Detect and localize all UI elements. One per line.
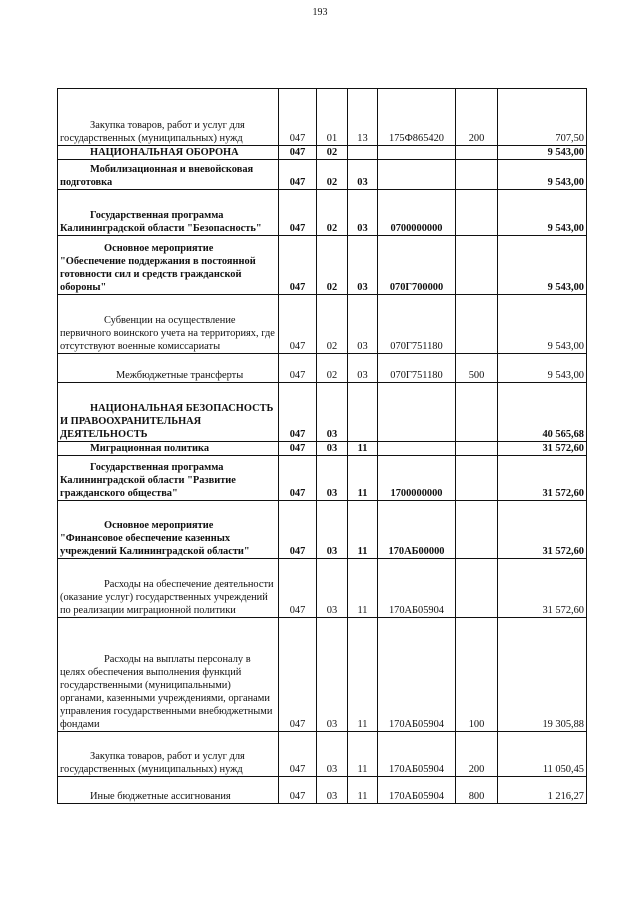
row-section-cell: 02 — [317, 354, 348, 383]
table-row — [58, 383, 587, 442]
row-admin-code-cell: 047 — [279, 456, 317, 501]
row-expense-type-cell — [456, 456, 498, 501]
row-subsection-cell: 13 — [348, 89, 378, 146]
row-name-cell: Субвенции на осуществление первичного воинского учета на территориях, где отсутствуют военные комиссариаты — [58, 295, 279, 354]
row-target-article-cell: 1700000000 — [378, 456, 456, 501]
row-expense-type-cell — [456, 442, 498, 456]
row-target-article-cell: 070Г751180 — [378, 295, 456, 354]
table-row — [58, 295, 587, 354]
row-admin-code-cell: 047 — [279, 236, 317, 295]
row-name-cell: Иные бюджетные ассигнования — [58, 777, 279, 804]
budget-table-body — [58, 89, 587, 804]
row-section-cell: 03 — [317, 732, 348, 777]
row-target-article-cell: 170АБ05904 — [378, 618, 456, 732]
row-admin-code-cell: 047 — [279, 442, 317, 456]
row-expense-type-cell: 500 — [456, 354, 498, 383]
row-amount-cell: 31 572,60 — [498, 456, 587, 501]
row-expense-type-cell: 200 — [456, 732, 498, 777]
row-amount-cell: 1 216,27 — [498, 777, 587, 804]
row-subsection-cell: 11 — [348, 559, 378, 618]
row-subsection-cell: 03 — [348, 295, 378, 354]
row-subsection-cell: 11 — [348, 618, 378, 732]
row-target-article-cell: 170АБ05904 — [378, 559, 456, 618]
table-row — [58, 146, 587, 160]
row-admin-code-cell: 047 — [279, 190, 317, 236]
row-name-cell: Мобилизационная и вневойсковая подготовка — [58, 160, 279, 190]
table-row — [58, 501, 587, 559]
row-target-article-cell: 070Г700000 — [378, 236, 456, 295]
row-admin-code-cell: 047 — [279, 777, 317, 804]
row-expense-type-cell — [456, 236, 498, 295]
row-subsection-cell — [348, 383, 378, 442]
row-amount-cell: 40 565,68 — [498, 383, 587, 442]
row-target-article-cell — [378, 442, 456, 456]
row-target-article-cell: 0700000000 — [378, 190, 456, 236]
row-section-cell: 02 — [317, 295, 348, 354]
row-name-cell: НАЦИОНАЛЬНАЯ ОБОРОНА — [58, 146, 279, 160]
row-target-article-cell: 170АБ05904 — [378, 777, 456, 804]
table-row — [58, 777, 587, 804]
row-section-cell: 01 — [317, 89, 348, 146]
row-target-article-cell: 170АБ00000 — [378, 501, 456, 559]
row-expense-type-cell — [456, 295, 498, 354]
row-expense-type-cell: 100 — [456, 618, 498, 732]
row-admin-code-cell: 047 — [279, 146, 317, 160]
row-subsection-cell: 03 — [348, 190, 378, 236]
row-admin-code-cell: 047 — [279, 618, 317, 732]
row-subsection-cell: 11 — [348, 501, 378, 559]
row-section-cell: 02 — [317, 236, 348, 295]
table-row — [58, 190, 587, 236]
row-subsection-cell: 03 — [348, 160, 378, 190]
row-target-article-cell: 175Ф865420 — [378, 89, 456, 146]
table-row — [58, 618, 587, 732]
row-amount-cell: 9 543,00 — [498, 236, 587, 295]
row-admin-code-cell: 047 — [279, 160, 317, 190]
row-admin-code-cell: 047 — [279, 354, 317, 383]
row-amount-cell: 31 572,60 — [498, 442, 587, 456]
row-expense-type-cell — [456, 559, 498, 618]
row-amount-cell: 11 050,45 — [498, 732, 587, 777]
row-amount-cell: 31 572,60 — [498, 559, 587, 618]
row-admin-code-cell: 047 — [279, 383, 317, 442]
row-subsection-cell — [348, 146, 378, 160]
row-name-cell: Закупка товаров, работ и услуг для государственных (муниципальных) нужд — [58, 89, 279, 146]
row-amount-cell: 9 543,00 — [498, 146, 587, 160]
row-amount-cell: 19 305,88 — [498, 618, 587, 732]
row-admin-code-cell: 047 — [279, 295, 317, 354]
row-target-article-cell — [378, 383, 456, 442]
row-section-cell: 03 — [317, 618, 348, 732]
row-subsection-cell: 03 — [348, 236, 378, 295]
row-section-cell: 03 — [317, 456, 348, 501]
row-subsection-cell: 11 — [348, 456, 378, 501]
row-amount-cell: 31 572,60 — [498, 501, 587, 559]
row-name-cell: Расходы на выплаты персоналу в целях обеспечения выполнения функций государственными (муниципальными) органами, казенными учреждениями, органами управления государственными внебюджетными фондами — [58, 618, 279, 732]
row-name-cell: Миграционная политика — [58, 442, 279, 456]
table-row — [58, 456, 587, 501]
row-subsection-cell: 03 — [348, 354, 378, 383]
row-section-cell: 03 — [317, 442, 348, 456]
row-name-cell: Государственная программа Калининградской области "Безопасность" — [58, 190, 279, 236]
row-admin-code-cell: 047 — [279, 732, 317, 777]
row-subsection-cell: 11 — [348, 732, 378, 777]
row-target-article-cell: 070Г751180 — [378, 354, 456, 383]
row-name-cell: Основное мероприятие "Финансовое обеспечение казенных учреждений Калининградской области" — [58, 501, 279, 559]
row-amount-cell: 9 543,00 — [498, 354, 587, 383]
row-expense-type-cell — [456, 160, 498, 190]
row-amount-cell: 9 543,00 — [498, 190, 587, 236]
row-subsection-cell: 11 — [348, 777, 378, 804]
row-name-cell: Расходы на обеспечение деятельности (оказание услуг) государственных учреждений по реализации миграционной политики — [58, 559, 279, 618]
row-amount-cell: 9 543,00 — [498, 160, 587, 190]
row-expense-type-cell — [456, 501, 498, 559]
table-row — [58, 442, 587, 456]
row-name-cell: Государственная программа Калининградской области "Развитие гражданского общества" — [58, 456, 279, 501]
row-section-cell: 02 — [317, 146, 348, 160]
row-name-cell: НАЦИОНАЛЬНАЯ БЕЗОПАСНОСТЬ И ПРАВООХРАНИТЕЛЬНАЯ ДЕЯТЕЛЬНОСТЬ — [58, 383, 279, 442]
row-amount-cell: 9 543,00 — [498, 295, 587, 354]
budget-table — [57, 88, 587, 804]
table-row — [58, 354, 587, 383]
row-expense-type-cell — [456, 383, 498, 442]
row-name-cell: Межбюджетные трансферты — [58, 354, 279, 383]
row-section-cell: 03 — [317, 501, 348, 559]
row-section-cell: 02 — [317, 190, 348, 236]
row-name-cell: Закупка товаров, работ и услуг для государственных (муниципальных) нужд — [58, 732, 279, 777]
table-row — [58, 89, 587, 146]
row-subsection-cell: 11 — [348, 442, 378, 456]
row-amount-cell: 707,50 — [498, 89, 587, 146]
table-row — [58, 160, 587, 190]
table-row — [58, 559, 587, 618]
row-expense-type-cell — [456, 146, 498, 160]
table-row — [58, 732, 587, 777]
row-expense-type-cell: 800 — [456, 777, 498, 804]
page-number: 193 — [312, 7, 328, 18]
row-target-article-cell — [378, 160, 456, 190]
table-row — [58, 236, 587, 295]
row-section-cell: 03 — [317, 559, 348, 618]
row-target-article-cell — [378, 146, 456, 160]
row-admin-code-cell: 047 — [279, 501, 317, 559]
row-admin-code-cell: 047 — [279, 559, 317, 618]
row-admin-code-cell: 047 — [279, 89, 317, 146]
row-section-cell: 02 — [317, 160, 348, 190]
row-section-cell: 03 — [317, 383, 348, 442]
row-section-cell: 03 — [317, 777, 348, 804]
row-expense-type-cell: 200 — [456, 89, 498, 146]
row-expense-type-cell — [456, 190, 498, 236]
row-name-cell: Основное мероприятие "Обеспечение поддержания в постоянной готовности сил и средств гражданской обороны" — [58, 236, 279, 295]
row-target-article-cell: 170АБ05904 — [378, 732, 456, 777]
